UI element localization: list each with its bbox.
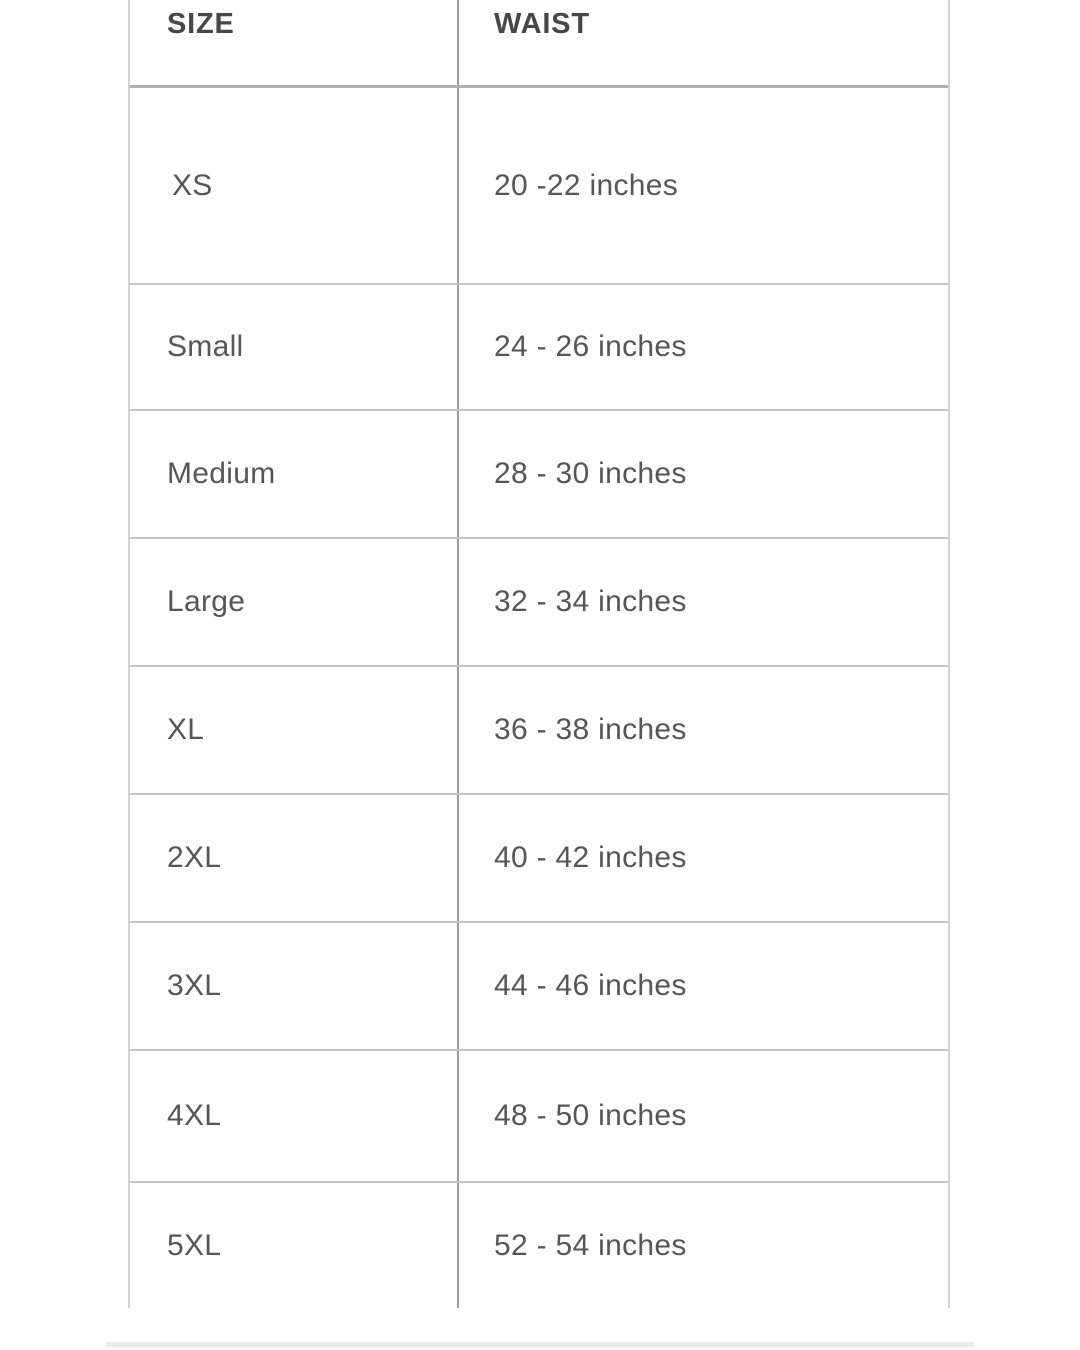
size-chart-table [128,0,950,1308]
section-divider [106,1342,974,1347]
table-row [130,539,948,667]
table-row [130,1051,948,1183]
table-row [130,285,948,411]
table-row [130,667,948,795]
column-header-size: SIZE [130,0,459,85]
waist-cell: 32 - 34 inches [494,585,687,618]
size-cell: 3XL [130,923,459,1049]
size-cell: XL [130,667,459,793]
waist-cell: 40 - 42 inches [494,841,687,874]
waist-cell: 36 - 38 inches [494,713,687,746]
size-cell: Small [130,285,459,409]
size-cell: 2XL [130,795,459,921]
waist-cell: 28 - 30 inches [494,457,687,490]
column-header-waist: WAIST [494,8,590,40]
waist-cell: 48 - 50 inches [494,1099,687,1132]
size-cell: XS [130,88,459,283]
waist-cell: 24 - 26 inches [494,330,687,363]
table-row [130,1183,948,1308]
waist-cell: 20 -22 inches [494,168,679,202]
waist-cell: 44 - 46 inches [494,969,687,1002]
waist-cell: 52 - 54 inches [494,1228,687,1262]
table-header-row [130,0,948,88]
table-row [130,923,948,1051]
table-row [130,411,948,539]
size-cell: Large [130,539,459,665]
size-cell: Medium [130,411,459,537]
table-body [130,88,948,1308]
table-row [130,795,948,923]
size-cell: 4XL [130,1051,459,1181]
table-row [130,88,948,285]
size-cell: 5XL [130,1183,459,1308]
